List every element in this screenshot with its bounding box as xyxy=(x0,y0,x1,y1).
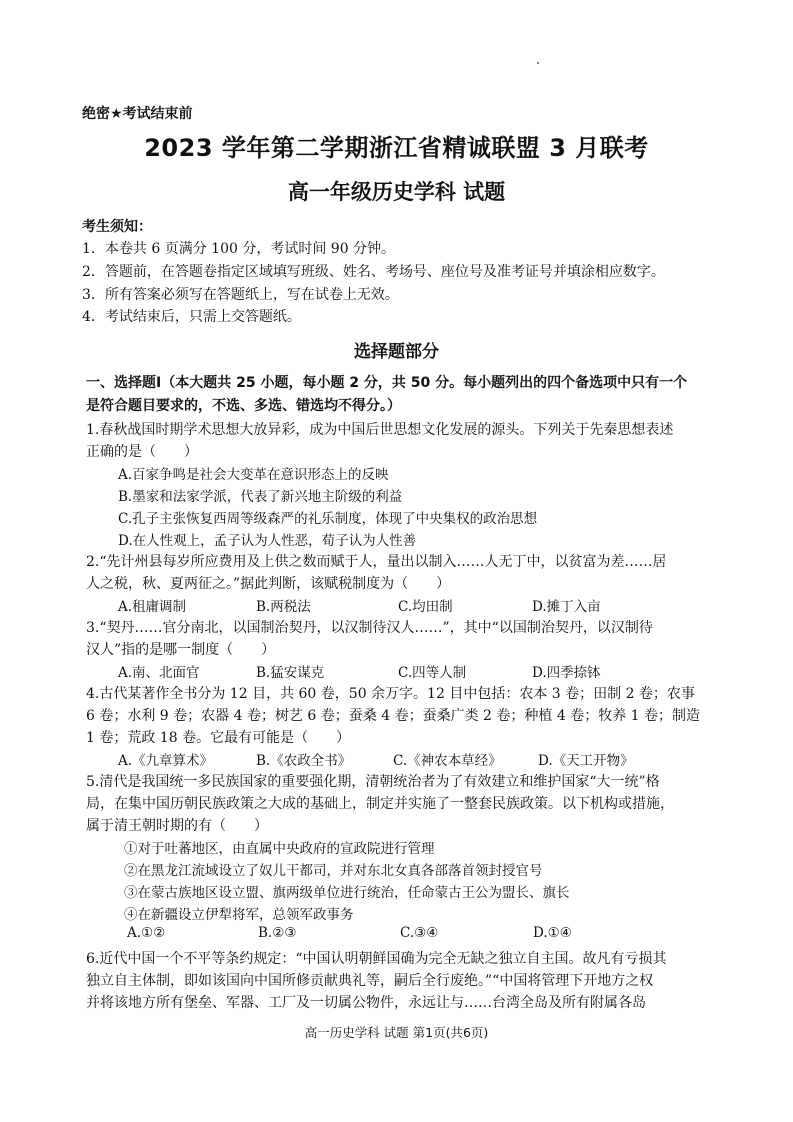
question-5-option-a: A.①② xyxy=(127,925,166,941)
confidential-label: 绝密★考试结束前 xyxy=(82,106,193,122)
page-footer: 高一历史学科 试题 第1页(共6页) xyxy=(304,1025,489,1040)
question-5-item: ③在蒙古族地区设立盟、旗两级单位进行统治，任命蒙古王公为盟长、旗长 xyxy=(124,885,570,901)
question-4-option-b: B.《农政全书》 xyxy=(256,753,352,769)
question-5-option-c: C.③④ xyxy=(400,925,439,941)
question-4-stem: 1 卷；荒政 18 卷。它最有可能是（ ） xyxy=(86,730,351,746)
question-3-option-a: A.南、北面官 xyxy=(118,665,200,681)
question-4-stem: 4.古代某著作全书分为 12 目，共 60 卷，50 余万字。12 目中包括：农本 3 卷；田制 2 卷；农事 xyxy=(86,686,695,702)
question-5-option-b: B.②③ xyxy=(258,925,297,941)
notice-item: 4．考试结束后，只需上交答题纸。 xyxy=(82,309,301,325)
question-2-option-c: C.均田制 xyxy=(398,599,453,615)
notice-heading: 考生须知： xyxy=(82,219,152,235)
question-5-stem: 局，在集中国历朝民族政策之大成的基础上，制定并实施了一整套民族政策。以下机构或措施， xyxy=(86,796,674,812)
question-3-option-c: C.四等人制 xyxy=(398,665,467,681)
question-4-option-d: D.《天工开物》 xyxy=(538,753,634,769)
question-4-option-c: C.《神农本草经》 xyxy=(393,753,502,769)
part-instructions: 是符合题目要求的，不选、多选、错选均不得分。） xyxy=(86,398,401,414)
question-1-option-b: B.墨家和法家学派，代表了新兴地主阶级的利益 xyxy=(118,489,403,505)
question-5-item: ②在黑龙江流域设立了奴儿干都司，并对东北女真各部落首领封授官号 xyxy=(124,863,543,879)
question-5-stem: 5.清代是我国统一多民族国家的重要强化期，清朝统治者为了有效建立和维护国家“大一统”格 xyxy=(86,774,660,790)
exam-subtitle: 高一年级历史学科 试题 xyxy=(287,180,506,204)
question-3-option-d: D.四季捺钵 xyxy=(532,665,601,681)
question-3-stem: 汉人”指的是哪一制度（ ） xyxy=(86,642,276,658)
scan-speck xyxy=(537,62,539,64)
question-4-stem: 6 卷；水利 9 卷；农器 4 卷；树艺 6 卷；蚕桑 4 卷；蚕桑广类 2 卷；种植 4 卷；牧养 1 卷；制造 xyxy=(86,708,701,724)
question-5-item: ④在新疆设立伊犁将军，总领军政事务 xyxy=(124,907,354,923)
exam-title: 2023 学年第二学期浙江省精诚联盟 3 月联考 xyxy=(144,134,649,162)
question-1-stem: 正确的是（ ） xyxy=(86,444,198,460)
notice-item: 3．所有答案必须写在答题纸上，写在试卷上无效。 xyxy=(82,287,399,303)
question-6-stem: 并将该地方所有堡垒、军器、工厂及一切属公物件，永远让与……台湾全岛及所有附属各岛 xyxy=(86,995,646,1011)
question-2-stem: 人之税，秋、夏两征之。”据此判断，该赋税制度为（ ） xyxy=(86,576,451,592)
question-6-stem: 6.近代中国一个不平等条约规定：“中国认明朝鲜国确为完全无缺之独立自主国。故凡有亏损其 xyxy=(86,951,667,967)
question-4-option-a: A.《九章算术》 xyxy=(118,753,214,769)
question-1-option-d: D.在人性观上，孟子认为人性恶，荀子认为人性善 xyxy=(118,533,417,549)
question-3-option-b: B.猛安谋克 xyxy=(256,665,325,681)
question-1-stem: 1.春秋战国时期学术思想大放异彩，成为中国后世思想文化发展的源头。下列关于先秦思想表述 xyxy=(86,422,674,438)
question-1-option-a: A.百家争鸣是社会大变革在意识形态上的反映 xyxy=(118,467,389,483)
notice-item: 2．答题前，在答题卷指定区域填写班级、姓名、考场号、座位号及准考证号并填涂相应数字。 xyxy=(82,264,665,280)
part-instructions: 一、选择题Ⅰ（本大题共 25 小题，每小题 2 分，共 50 分。每小题列出的四个备选项中只有一个 xyxy=(86,375,688,391)
question-2-stem: 2.“先计州县每岁所应费用及上供之数而赋于人，量出以制入……人无丁中，以贫富为差……居 xyxy=(86,554,667,570)
question-5-stem: 属于清王朝时期的有（ ） xyxy=(86,818,268,834)
section-title: 选择题部分 xyxy=(354,342,439,362)
question-3-stem: 3.“契丹……官分南北，以国制治契丹，以汉制待汉人……”，其中“以国制治契丹，以汉制待 xyxy=(86,620,653,636)
question-6-stem: 独立自主体制，即如该国向中国所修贡献典礼等，嗣后全行废绝。”“中国将管理下开地方之权 xyxy=(86,973,654,989)
question-1-option-c: C.孔子主张恢复西周等级森严的礼乐制度，体现了中央集权的政治思想 xyxy=(118,511,538,527)
question-2-option-a: A.租庸调制 xyxy=(118,599,187,615)
question-2-option-d: D.摊丁入亩 xyxy=(532,599,601,615)
question-5-option-d: D.①④ xyxy=(533,925,572,941)
notice-item: 1．本卷共 6 页满分 100 分，考试时间 90 分钟。 xyxy=(82,241,396,257)
question-5-item: ①对于吐蕃地区，由直属中央政府的宣政院进行管理 xyxy=(124,841,435,857)
question-2-option-b: B.两税法 xyxy=(256,599,311,615)
